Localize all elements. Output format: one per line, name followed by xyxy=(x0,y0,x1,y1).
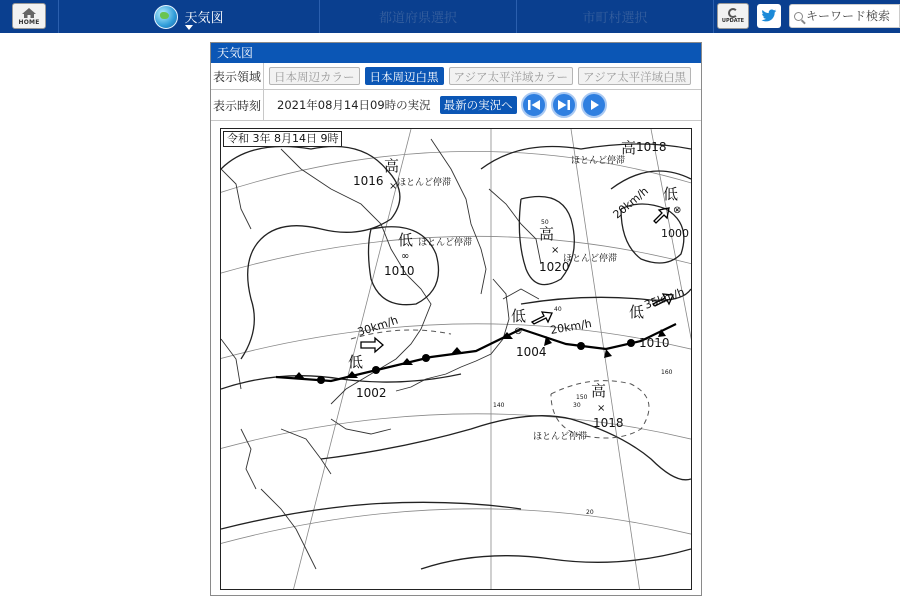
pressure-system-low-1000 xyxy=(661,185,689,240)
search-icon xyxy=(794,12,803,21)
search-input[interactable] xyxy=(806,9,896,23)
chevron-down-icon xyxy=(185,25,193,30)
tab-prefecture-label: 都道府県選択 xyxy=(378,11,457,26)
latest-observation-button[interactable]: 最新の実況へ xyxy=(440,96,517,114)
weather-map-canvas xyxy=(221,129,691,589)
tab-prefecture-select[interactable] xyxy=(320,0,517,33)
region-option-japan-color[interactable]: 日本周辺カラー xyxy=(269,67,360,85)
stationary-tag-1: ほとんど停滞 xyxy=(397,178,452,188)
svg-text:高: 高 xyxy=(384,157,400,175)
stationary-tag-2: ほとんど停滞 xyxy=(418,238,473,248)
svg-text:低: 低 xyxy=(511,307,527,325)
region-option-asia-mono[interactable]: アジア太平洋域白黒 xyxy=(578,67,691,85)
speed-label-low-1002: 30km/h xyxy=(355,313,400,339)
svg-text:∞: ∞ xyxy=(401,251,410,262)
map-date-title: 令和 3年 8月14日 9時 xyxy=(223,131,342,147)
region-label: 表示領域 xyxy=(211,63,264,89)
region-row xyxy=(211,63,701,90)
skip-last-icon xyxy=(557,99,571,111)
svg-text:1002: 1002 xyxy=(356,386,387,400)
pressure-system-high-1018-north xyxy=(621,139,667,157)
svg-text:低: 低 xyxy=(663,185,679,203)
stationary-tag-4: ほとんど停滞 xyxy=(571,156,626,166)
speed-label-low-1010: 35km/h xyxy=(642,285,687,312)
topbar-edge xyxy=(0,0,8,33)
skip-first-icon xyxy=(527,99,541,111)
grid-label-40: 40 xyxy=(554,306,562,313)
home-button-label: HOME xyxy=(18,18,40,26)
lat-lon-grid xyxy=(221,129,691,589)
twitter-icon xyxy=(761,9,777,23)
coastlines xyxy=(221,139,541,569)
tab-city-label: 市町村選択 xyxy=(582,11,648,26)
svg-text:×: × xyxy=(389,181,398,192)
time-label: 表示時刻 xyxy=(211,90,264,120)
svg-text:⊗: ⊗ xyxy=(514,326,523,337)
pressure-system-high-1020 xyxy=(539,225,570,274)
globe-icon xyxy=(154,5,178,29)
svg-text:1010: 1010 xyxy=(384,264,415,278)
twitter-button[interactable] xyxy=(757,4,781,28)
update-button[interactable] xyxy=(717,3,749,29)
pressure-system-low-1010-west xyxy=(384,231,415,278)
first-frame-button[interactable] xyxy=(521,92,547,118)
svg-text:高: 高 xyxy=(539,225,555,243)
region-option-asia-color[interactable]: アジア太平洋域カラー xyxy=(449,67,574,85)
home-button[interactable] xyxy=(12,3,46,29)
time-value: 2021年08月14日09時の実況 xyxy=(277,98,431,112)
grid-label-150: 150 xyxy=(576,394,588,401)
stationary-front xyxy=(276,324,676,381)
svg-text:×: × xyxy=(551,245,560,256)
svg-text:×: × xyxy=(597,403,606,414)
refresh-icon xyxy=(728,8,738,18)
svg-text:1020: 1020 xyxy=(539,260,570,274)
svg-text:1000: 1000 xyxy=(661,227,689,240)
weather-map-panel xyxy=(210,42,702,596)
play-button[interactable] xyxy=(581,92,607,118)
svg-text:⊗: ⊗ xyxy=(673,205,682,216)
update-button-label: UPDATE xyxy=(721,17,745,24)
weather-map xyxy=(220,128,692,590)
svg-text:高: 高 xyxy=(591,382,607,400)
top-navigation-bar xyxy=(0,0,900,33)
pressure-system-high-1018-south xyxy=(591,382,624,430)
stationary-tag-3: ほとんど停滞 xyxy=(563,254,618,264)
grid-label-20: 20 xyxy=(586,509,594,516)
svg-text:1004: 1004 xyxy=(516,345,547,359)
grid-label-140: 140 xyxy=(493,402,505,409)
grid-label-160: 160 xyxy=(661,369,673,376)
svg-text:低: 低 xyxy=(629,303,645,321)
stationary-tag-5: ほとんど停滞 xyxy=(533,432,588,442)
speed-label-low-1000: 20km/h xyxy=(610,184,651,222)
home-icon xyxy=(21,7,37,19)
tab-weather-map-label: 天気図 xyxy=(184,11,224,26)
svg-text:1018: 1018 xyxy=(593,416,624,430)
svg-text:1010: 1010 xyxy=(639,336,670,350)
grid-label-50: 50 xyxy=(541,219,549,226)
search-box[interactable] xyxy=(789,4,900,28)
pressure-system-low-1004 xyxy=(511,307,547,359)
svg-text:低: 低 xyxy=(348,353,364,371)
panel-title: 天気図 xyxy=(211,43,701,63)
grid-label-30: 30 xyxy=(573,402,581,409)
topbar-separator xyxy=(46,0,59,33)
tab-weather-map[interactable] xyxy=(59,0,320,33)
time-row xyxy=(211,90,701,121)
tab-city-select[interactable] xyxy=(517,0,714,33)
svg-text:1016: 1016 xyxy=(353,174,384,188)
svg-text:1018: 1018 xyxy=(636,140,667,154)
pressure-system-high-1016 xyxy=(353,157,399,192)
speed-label-low-1004: 20km/h xyxy=(549,316,593,337)
region-option-japan-mono[interactable]: 日本周辺白黒 xyxy=(365,67,444,85)
play-icon xyxy=(588,99,600,111)
svg-text:低: 低 xyxy=(398,231,414,249)
last-frame-button[interactable] xyxy=(551,92,577,118)
svg-text:高: 高 xyxy=(621,139,637,157)
